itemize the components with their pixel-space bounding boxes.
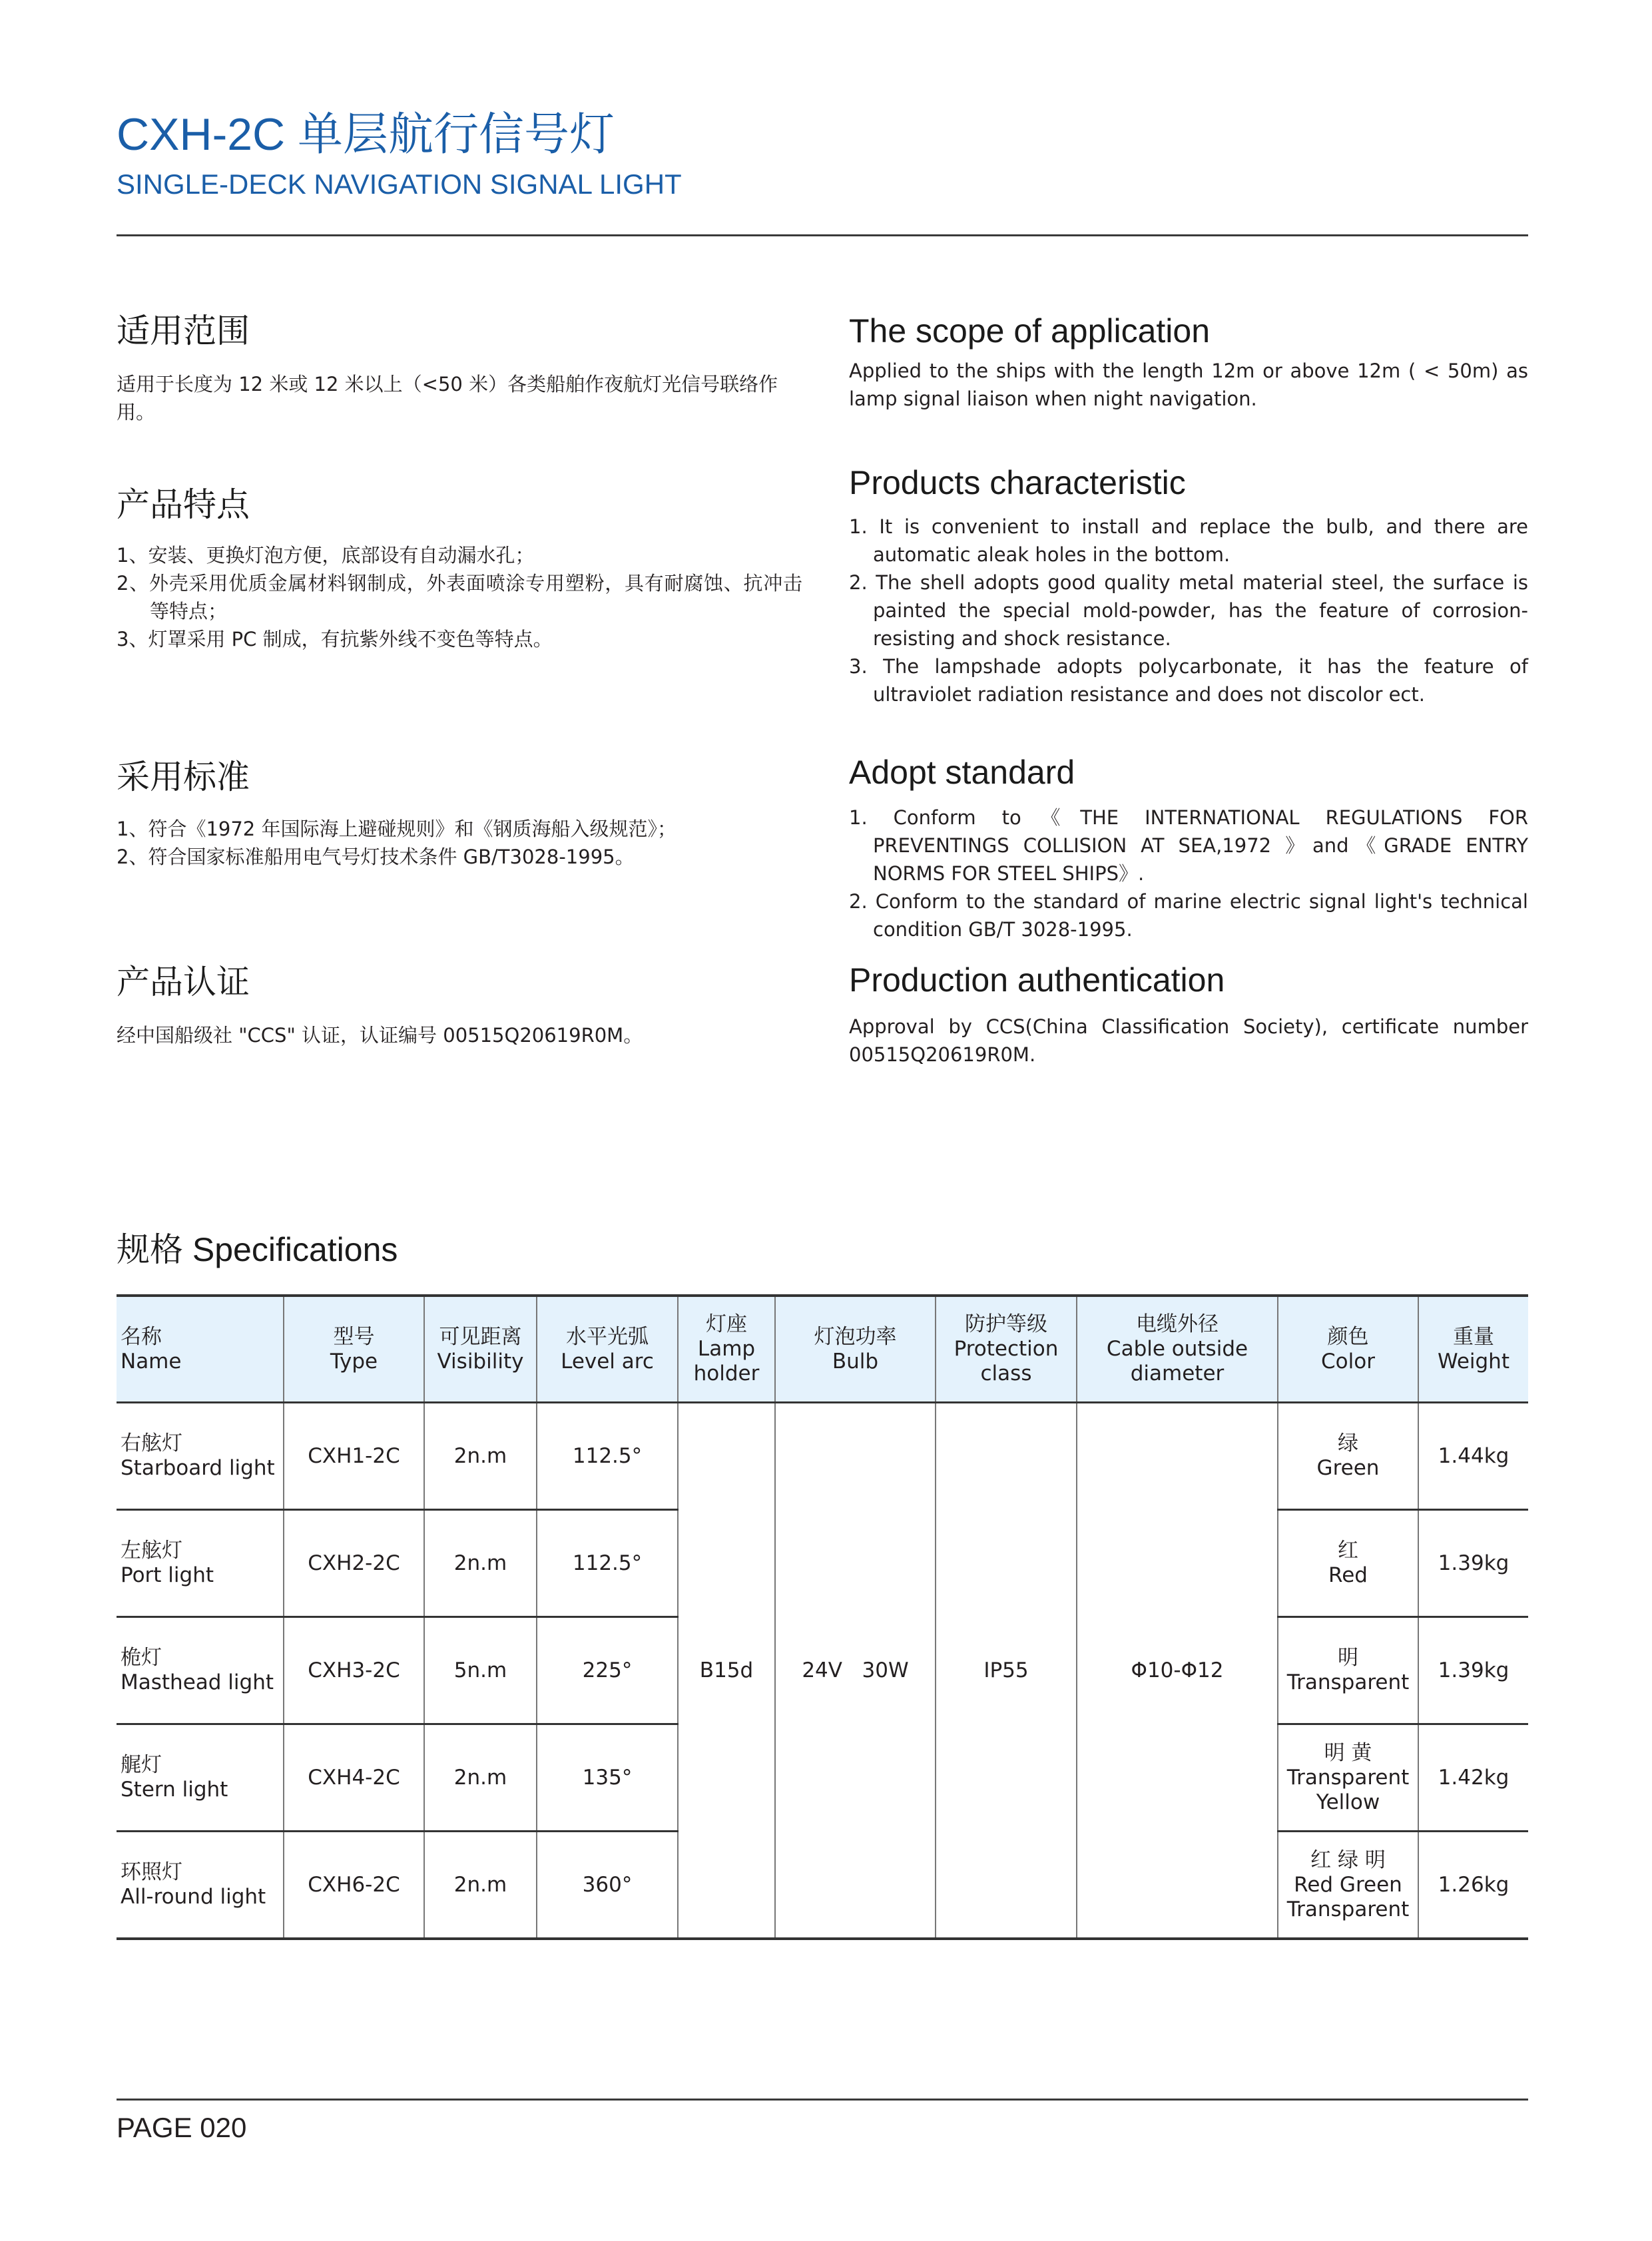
name-cell-text: 桅灯 xyxy=(121,1646,162,1670)
column-header-cn: 颜色 xyxy=(1327,1324,1369,1349)
arc-cell-text: 112.5° xyxy=(572,1551,643,1575)
features-list-en xyxy=(849,513,1528,708)
list-item: 1. Conform to《THE INTERNATIONAL REGULATIONS FOR PREVENTINGS COLLISION AT SEA,1972 》and《GRADE ENTRY NORMS FOR STEEL SHIPS》. xyxy=(849,806,1528,885)
name-cell-text: Starboard light xyxy=(121,1456,275,1480)
name-cell xyxy=(117,1724,284,1832)
column-header-en: Type xyxy=(330,1349,378,1373)
lamp-holder-cell xyxy=(678,1403,775,1939)
list-item: 1. It is convenient to install and replace the bulb, and there are automatic aleak holes in the bottom. xyxy=(849,515,1528,566)
column-header-cn: 型号 xyxy=(333,1324,375,1349)
bulb-cell xyxy=(775,1403,936,1939)
name-cell-text: Masthead light xyxy=(121,1670,274,1694)
type-cell-text: CXH6-2C xyxy=(308,1872,400,1897)
weight-cell xyxy=(1418,1403,1528,1510)
cert-heading-cn: 产品认证 xyxy=(117,963,250,1001)
column-header-en: Level arc xyxy=(561,1349,654,1373)
standard-list-en xyxy=(849,804,1528,943)
list-item: 2. The shell adopts good quality metal material steel, the surface is painted the special mold-powder, has the feature of corrosion-resisting and shock resistance. xyxy=(849,571,1528,650)
page-number: PAGE 020 xyxy=(117,2112,247,2143)
header-divider xyxy=(117,234,1528,236)
column-header-en: Cable outside diameter xyxy=(1106,1337,1248,1385)
standard-heading-cn: 采用标准 xyxy=(117,758,250,796)
arc-cell-text: 112.5° xyxy=(572,1443,643,1468)
scope-text-cn: 适用于长度为 12 米或 12 米以上（<50 米）各类船舶作夜航灯光信号联络作用。 xyxy=(117,373,778,423)
page-title: CXH-2C 单层航行信号灯 xyxy=(117,109,615,160)
column-header-en: Protection class xyxy=(954,1337,1059,1385)
cert-text-cn: 经中国船级社 "CCS" 认证，认证编号 00515Q20619R0M。 xyxy=(117,1024,643,1047)
weight-cell xyxy=(1418,1832,1528,1939)
type-cell-text: CXH3-2C xyxy=(308,1658,400,1682)
footer-divider xyxy=(117,2099,1528,2101)
weight-cell-text: 1.44kg xyxy=(1438,1443,1510,1468)
visibility-cell-text: 5n.m xyxy=(453,1658,507,1682)
arc-cell xyxy=(537,1510,678,1617)
list-item: 2、符合国家标准船用电气号灯技术条件 GB/T3028-1995。 xyxy=(117,846,635,868)
list-item: 3. The lampshade adopts polycarbonate, it has the feature of ultraviolet radiation resistance and does not discolor ect. xyxy=(849,655,1528,706)
visibility-cell xyxy=(424,1617,537,1724)
arc-cell-text: 225° xyxy=(582,1658,633,1682)
arc-cell-text: 360° xyxy=(582,1872,633,1897)
scope-heading-cn: 适用范围 xyxy=(117,312,250,350)
weight-cell xyxy=(1418,1617,1528,1724)
color-cell-text: Transparent Yellow xyxy=(1286,1765,1410,1814)
column-header-en: Bulb xyxy=(832,1349,879,1373)
weight-cell xyxy=(1418,1510,1528,1617)
color-cell xyxy=(1278,1832,1418,1939)
arc-cell xyxy=(537,1617,678,1724)
column-header-cn: 灯泡功率 xyxy=(814,1324,897,1349)
column-header xyxy=(936,1296,1077,1403)
features-heading-en: Products characteristic xyxy=(849,464,1186,501)
type-cell xyxy=(284,1403,424,1510)
list-item: 1、符合《1972 年国际海上避碰规则》和《钢质海船入级规范》； xyxy=(117,818,677,840)
features-heading-cn: 产品特点 xyxy=(117,486,250,523)
color-cell-text: Red xyxy=(1328,1563,1368,1587)
column-header xyxy=(775,1296,936,1403)
specs-heading: 规格 Specifications xyxy=(117,1231,398,1268)
page-subtitle: SINGLE-DECK NAVIGATION SIGNAL LIGHT xyxy=(117,168,682,200)
column-header xyxy=(284,1296,424,1403)
lamp-holder-cell-text: B15d xyxy=(699,1658,754,1682)
color-cell-text: 绿 xyxy=(1338,1431,1358,1455)
type-cell-text: CXH4-2C xyxy=(308,1765,400,1790)
name-cell-text: 艉灯 xyxy=(121,1753,162,1777)
name-cell-text: All-round light xyxy=(121,1885,266,1909)
cable-cell xyxy=(1077,1403,1278,1939)
column-header xyxy=(678,1296,775,1403)
color-cell xyxy=(1278,1510,1418,1617)
column-header xyxy=(1077,1296,1278,1403)
name-cell-text: Stern light xyxy=(121,1778,228,1802)
column-header-cn: 防护等级 xyxy=(965,1312,1047,1336)
type-cell xyxy=(284,1617,424,1724)
color-cell-text: 红 绿 明 xyxy=(1310,1848,1386,1872)
name-cell xyxy=(117,1617,284,1724)
column-header xyxy=(117,1296,284,1403)
protection-cell-text: IP55 xyxy=(983,1658,1029,1682)
type-cell xyxy=(284,1832,424,1939)
column-header-cn: 重量 xyxy=(1453,1324,1494,1349)
weight-cell xyxy=(1418,1724,1528,1832)
standard-heading-en: Adopt standard xyxy=(849,754,1075,791)
visibility-cell-text: 2n.m xyxy=(453,1551,507,1575)
protection-cell xyxy=(936,1403,1077,1939)
column-header xyxy=(424,1296,537,1403)
column-header-en: Name xyxy=(121,1349,182,1373)
type-cell xyxy=(284,1724,424,1832)
type-cell xyxy=(284,1510,424,1617)
standard-list-cn xyxy=(117,815,802,871)
name-cell-text: 环照灯 xyxy=(121,1860,182,1884)
list-item: 1、安装、更换灯泡方便，底部设有自动漏水孔； xyxy=(117,544,535,567)
name-cell-text: 右舷灯 xyxy=(121,1431,182,1455)
scope-text-en: Applied to the ships with the length 12m or above 12m ( < 50m) as lamp signal liaison when night navigation. xyxy=(849,360,1528,410)
cable-cell-text: Φ10-Φ12 xyxy=(1131,1658,1224,1682)
color-cell xyxy=(1278,1724,1418,1832)
color-cell-text: Green xyxy=(1316,1456,1380,1480)
column-header-cn: 可见距离 xyxy=(439,1324,522,1349)
name-cell xyxy=(117,1832,284,1939)
list-item: 2. Conform to the standard of marine electric signal light's technical condition GB/T 3028-1995. xyxy=(849,890,1528,941)
color-cell-text: 明 xyxy=(1338,1646,1358,1670)
table-row xyxy=(117,1403,1528,1510)
visibility-cell xyxy=(424,1510,537,1617)
visibility-cell xyxy=(424,1832,537,1939)
specs-table xyxy=(117,1294,1528,1940)
table-header-row xyxy=(117,1296,1528,1403)
name-cell xyxy=(117,1403,284,1510)
features-list-cn xyxy=(117,541,802,653)
color-cell-text: 明 黄 xyxy=(1324,1740,1372,1765)
arc-cell xyxy=(537,1724,678,1832)
arc-cell xyxy=(537,1403,678,1510)
column-header xyxy=(1418,1296,1528,1403)
visibility-cell-text: 2n.m xyxy=(453,1872,507,1897)
bulb-cell-text: 24V 30W xyxy=(802,1658,909,1682)
color-cell-text: Red Green Transparent xyxy=(1286,1872,1410,1921)
column-header xyxy=(537,1296,678,1403)
column-header-cn: 名称 xyxy=(121,1324,162,1349)
weight-cell-text: 1.26kg xyxy=(1438,1872,1510,1897)
color-cell xyxy=(1278,1403,1418,1510)
arc-cell xyxy=(537,1832,678,1939)
name-cell xyxy=(117,1510,284,1617)
name-cell-text: Port light xyxy=(121,1563,214,1587)
cert-heading-en: Production authentication xyxy=(849,961,1225,999)
column-header-en: Color xyxy=(1321,1349,1375,1373)
name-cell-text: 左舷灯 xyxy=(121,1539,182,1563)
color-cell-text: Transparent xyxy=(1286,1670,1410,1694)
column-header-cn: 电缆外径 xyxy=(1136,1312,1219,1336)
type-cell-text: CXH1-2C xyxy=(308,1443,400,1468)
weight-cell-text: 1.42kg xyxy=(1438,1765,1510,1790)
column-header-cn: 水平光弧 xyxy=(566,1324,649,1349)
arc-cell-text: 135° xyxy=(582,1765,633,1790)
type-cell-text: CXH2-2C xyxy=(308,1551,400,1575)
weight-cell-text: 1.39kg xyxy=(1438,1551,1510,1575)
visibility-cell xyxy=(424,1403,537,1510)
scope-heading-en: The scope of application xyxy=(849,312,1211,350)
color-cell-text: 红 xyxy=(1338,1539,1358,1563)
column-header xyxy=(1278,1296,1418,1403)
weight-cell-text: 1.39kg xyxy=(1438,1658,1510,1682)
visibility-cell xyxy=(424,1724,537,1832)
color-cell xyxy=(1278,1617,1418,1724)
column-header-en: Weight xyxy=(1437,1349,1510,1373)
cert-text-en: Approval by CCS(China Classification Society), certificate number 00515Q20619R0M. xyxy=(849,1015,1528,1066)
visibility-cell-text: 2n.m xyxy=(453,1443,507,1468)
list-item: 3、灯罩采用 PC 制成，有抗紫外线不变色等特点。 xyxy=(117,628,553,650)
column-header-en: Visibility xyxy=(437,1349,524,1373)
column-header-cn: 灯座 xyxy=(706,1312,747,1336)
column-header-en: Lamp holder xyxy=(693,1337,760,1385)
visibility-cell-text: 2n.m xyxy=(453,1765,507,1790)
list-item: 2、外壳采用优质金属材料钢制成，外表面喷涂专用塑粉，具有耐腐蚀、抗冲击等特点； xyxy=(117,572,802,622)
